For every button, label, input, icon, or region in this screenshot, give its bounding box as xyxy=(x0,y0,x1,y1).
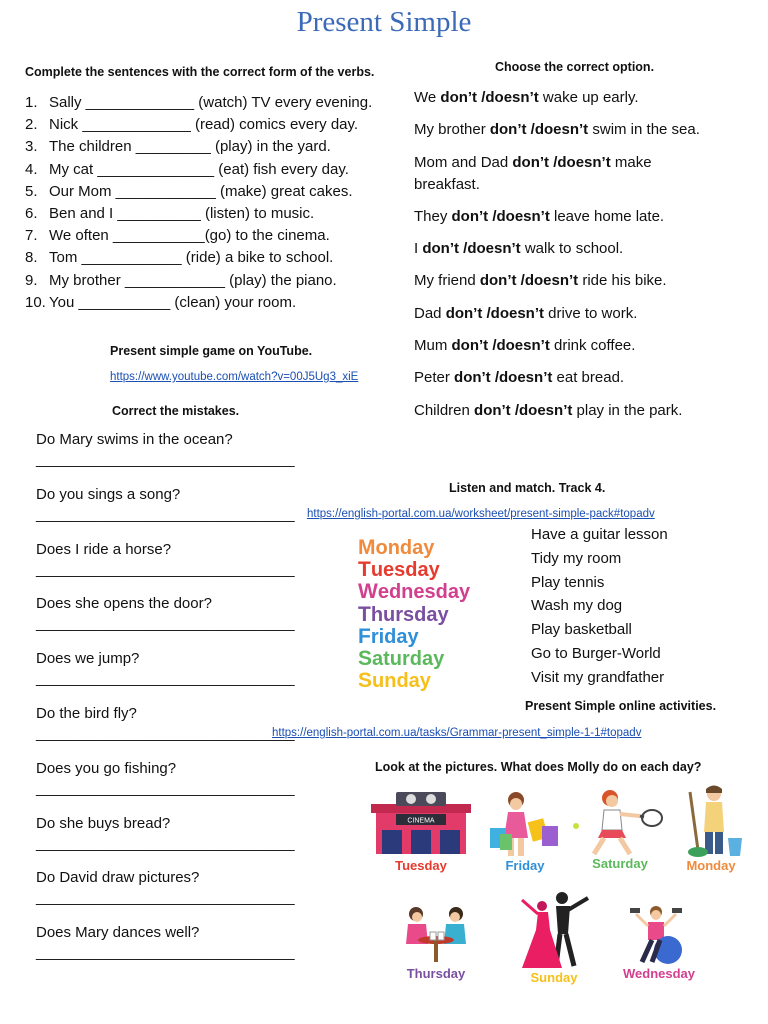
exercise3-item xyxy=(36,760,295,815)
exercise1-item xyxy=(25,92,372,114)
activity-item: Play basketball xyxy=(531,621,632,639)
exercise1-item xyxy=(25,270,372,292)
day-first-letter: T xyxy=(358,602,371,626)
exercise2-item xyxy=(414,238,700,260)
cafe-icon xyxy=(400,900,472,966)
exercise1-item xyxy=(25,203,372,225)
option-choice: don’t /doesn’t xyxy=(451,207,550,225)
day-word xyxy=(358,537,470,559)
item-number: 2. xyxy=(25,116,38,134)
wrong-question: Does we jump? xyxy=(36,650,140,668)
item-number: 10. xyxy=(25,293,46,311)
exercise2-heading: Choose the correct option. xyxy=(495,60,655,74)
day-rest: unday xyxy=(372,670,431,693)
activities-list xyxy=(531,523,668,690)
answer-line[interactable]: _______________________________ xyxy=(36,834,295,852)
activity-item: Go to Burger-World xyxy=(531,644,661,662)
wrong-question: Does she opens the door? xyxy=(36,595,212,613)
activity-item: Wash my dog xyxy=(531,597,623,615)
exercise4-link[interactable]: https://english-portal.com.ua/worksheet/present-simple-pack#topadv xyxy=(307,508,655,520)
sentence-end: drink coffee. xyxy=(549,337,636,355)
day-rest: onday xyxy=(375,537,435,559)
picture-thursday xyxy=(400,900,472,981)
exercise2-list xyxy=(414,87,700,432)
exercise2-item xyxy=(414,119,700,141)
exercise2-item xyxy=(414,87,700,109)
day-word xyxy=(358,670,470,692)
wrong-question: Do David draw pictures? xyxy=(36,869,200,887)
dancing-icon xyxy=(512,890,596,970)
sentence-end: drive to work. xyxy=(544,304,638,322)
picture-monday xyxy=(676,784,746,873)
days-list xyxy=(358,537,470,692)
exercise2-item xyxy=(414,400,700,422)
cinema-sign-text: CINEMA xyxy=(407,817,435,825)
day-first-letter: T xyxy=(358,558,371,582)
wrong-question: Does Mary dances well? xyxy=(36,924,200,942)
exercise3-list xyxy=(36,431,295,979)
exercise2-item xyxy=(414,270,700,292)
sentence-start: Peter xyxy=(414,369,455,387)
answer-line[interactable]: _______________________________ xyxy=(36,944,295,962)
day-rest: ednesday xyxy=(377,581,471,604)
sentence-end: swim in the sea. xyxy=(588,121,700,139)
option-choice: don’t /doesn’t xyxy=(489,121,589,139)
item-text: We often ___________(go) to the cinema. xyxy=(49,227,330,245)
exercise2-item xyxy=(414,303,700,325)
answer-line[interactable]: _______________________________ xyxy=(36,451,295,468)
picture-tuesday xyxy=(366,788,476,873)
option-choice: don’t /doesn’t xyxy=(422,240,521,258)
exercise1-list xyxy=(25,92,372,314)
item-number: 9. xyxy=(25,271,38,289)
exercise1-item xyxy=(25,247,372,269)
item-text: My brother ____________ (play) the piano. xyxy=(49,271,337,289)
item-text: Sally _____________ (watch) TV every evening. xyxy=(49,94,373,111)
exercise3-item xyxy=(36,705,295,760)
exercise1-heading: Complete the sentences with the correct form of the verbs. xyxy=(25,65,375,79)
sentence-start: Children xyxy=(414,401,475,419)
picture-saturday xyxy=(572,786,668,871)
option-choice: don’t /doesn’t xyxy=(512,153,611,171)
answer-line[interactable]: _______________________________ xyxy=(36,779,295,797)
day-rest: aturday xyxy=(372,648,445,671)
item-number: 6. xyxy=(25,205,38,223)
item-number: 7. xyxy=(25,227,38,245)
exercise2-item xyxy=(414,206,700,228)
item-text: The children _________ (play) in the yard. xyxy=(49,138,331,156)
sentence-start: I xyxy=(414,240,423,258)
activity-item: Tidy my room xyxy=(531,549,622,567)
cinema-icon xyxy=(366,788,476,858)
item-text: My cat ______________ (eat) fish every day. xyxy=(49,160,349,178)
day-word xyxy=(358,604,470,626)
wrong-question: Do Mary swims in the ocean? xyxy=(36,431,233,448)
exercise3-item xyxy=(36,924,295,979)
sentence-end: play in the park. xyxy=(572,401,683,419)
exercise3-item xyxy=(36,815,295,870)
item-text: You ___________ (clean) your room. xyxy=(49,293,297,311)
answer-line[interactable]: _______________________________ xyxy=(36,615,295,633)
item-text: Nick _____________ (read) comics every day. xyxy=(49,116,359,134)
sentence-start: Mum xyxy=(414,337,452,355)
page-title: Present Simple xyxy=(296,6,472,38)
sentence-start: They xyxy=(414,207,452,225)
day-word xyxy=(358,581,470,603)
option-choice: don’t /doesn’t xyxy=(474,401,573,419)
exercise3-heading: Correct the mistakes. xyxy=(112,404,240,418)
day-first-letter: S xyxy=(358,669,373,693)
sentence-end: leave home late. xyxy=(549,207,665,225)
activity-item: Play tennis xyxy=(531,573,605,591)
exercise5-heading: Look at the pictures. What does Molly do on each day? xyxy=(375,760,702,774)
sentence-end: ride his bike. xyxy=(578,272,667,290)
online-heading: Present Simple online activities. xyxy=(525,699,717,713)
picture-label-friday: Friday xyxy=(505,858,545,873)
day-rest: hursday xyxy=(370,603,449,626)
day-word xyxy=(358,559,470,581)
activity-item: Visit my grandfather xyxy=(531,668,665,686)
wrong-question: Does you go fishing? xyxy=(36,759,177,777)
sentence-start: My friend xyxy=(414,272,480,290)
sentence-end: make xyxy=(610,153,652,171)
sentence-end: eat bread. xyxy=(552,369,625,387)
answer-line[interactable]: _______________________________ xyxy=(36,889,295,907)
item-number: 4. xyxy=(25,160,38,178)
exercise4-heading: Listen and match. Track 4. xyxy=(449,481,606,495)
option-choice: don’t /doesn’t xyxy=(440,89,539,106)
answer-line[interactable]: _______________________________ xyxy=(36,670,295,688)
item-number: 1. xyxy=(25,94,38,111)
exercise3-item xyxy=(36,595,295,650)
answer-line[interactable]: _______________________________ xyxy=(36,505,295,523)
exercise2-item xyxy=(414,335,700,357)
wrong-question: Do you sings a song? xyxy=(36,485,181,503)
exercise1-item xyxy=(25,114,372,136)
item-text: Ben and I __________ (listen) to music. xyxy=(49,205,315,223)
picture-friday xyxy=(486,790,564,873)
exercise1-item xyxy=(25,159,372,181)
sentence-start: Mom and Dad xyxy=(414,153,513,171)
picture-wednesday xyxy=(614,904,704,981)
exercise1-item xyxy=(25,136,372,158)
item-number: 5. xyxy=(25,182,38,200)
exercise3-item xyxy=(36,541,295,596)
day-word xyxy=(358,626,470,648)
cleaning-icon xyxy=(676,784,746,858)
youtube-heading: Present simple game on YouTube. xyxy=(110,344,313,358)
online-link[interactable]: https://english-portal.com.ua/tasks/Grammar-present_simple-1-1#topadv xyxy=(272,727,642,739)
day-first-letter: S xyxy=(358,647,373,671)
exercise1-item xyxy=(25,292,372,314)
picture-label-thursday: Thursday xyxy=(406,966,466,981)
option-choice: don’t /doesn’t xyxy=(445,304,545,322)
sentence-continuation: breakfast. xyxy=(414,175,480,193)
exercise1-item xyxy=(25,181,372,203)
exercise1-item xyxy=(25,225,372,247)
picture-sunday xyxy=(512,890,596,985)
exercise2-item xyxy=(414,367,700,389)
activity-item: Have a guitar lesson xyxy=(531,526,668,543)
youtube-link[interactable]: https://www.youtube.com/watch?v=00J5Ug3_xiE xyxy=(110,371,359,383)
day-word xyxy=(358,648,470,670)
wrong-question: Do the bird fly? xyxy=(36,704,137,722)
day-first-letter: M xyxy=(358,536,376,559)
exercise3-item xyxy=(36,869,295,924)
wrong-question: Do she buys bread? xyxy=(36,814,171,832)
answer-line[interactable]: _______________________________ xyxy=(36,560,295,578)
picture-label-monday: Monday xyxy=(686,858,736,873)
day-rest: uesday xyxy=(370,559,440,582)
sentence-end: walk to school. xyxy=(520,240,624,258)
shopping-icon xyxy=(486,790,564,858)
sentence-end: wake up early. xyxy=(538,89,639,106)
exercise3-item xyxy=(36,486,295,541)
day-first-letter: W xyxy=(358,580,378,604)
picture-label-tuesday: Tuesday xyxy=(395,858,447,873)
fitness-icon xyxy=(614,904,704,966)
sentence-start: My brother xyxy=(414,121,490,139)
item-text: Tom ____________ (ride) a bike to school. xyxy=(49,249,334,267)
exercise2-item xyxy=(414,152,700,196)
exercise3-item xyxy=(36,431,295,486)
item-text: Our Mom ____________ (make) great cakes. xyxy=(49,182,353,200)
item-number: 3. xyxy=(25,138,38,156)
option-choice: don’t /doesn’t xyxy=(454,369,553,387)
picture-label-wednesday: Wednesday xyxy=(622,966,695,981)
picture-label-saturday: Saturday xyxy=(592,856,648,871)
exercise3-item xyxy=(36,650,295,705)
option-choice: don’t /doesn’t xyxy=(451,337,550,355)
option-choice: don’t /doesn’t xyxy=(479,272,579,290)
answer-line[interactable]: _______________________________ xyxy=(36,724,295,742)
tennis-icon xyxy=(572,786,668,856)
item-number: 8. xyxy=(25,249,38,267)
day-first-letter: F xyxy=(358,624,371,648)
sentence-start: We xyxy=(414,89,441,106)
picture-label-sunday: Sunday xyxy=(530,970,578,985)
wrong-question: Does I ride a horse? xyxy=(36,540,172,558)
sentence-start: Dad xyxy=(414,304,446,322)
day-rest: riday xyxy=(370,625,419,648)
